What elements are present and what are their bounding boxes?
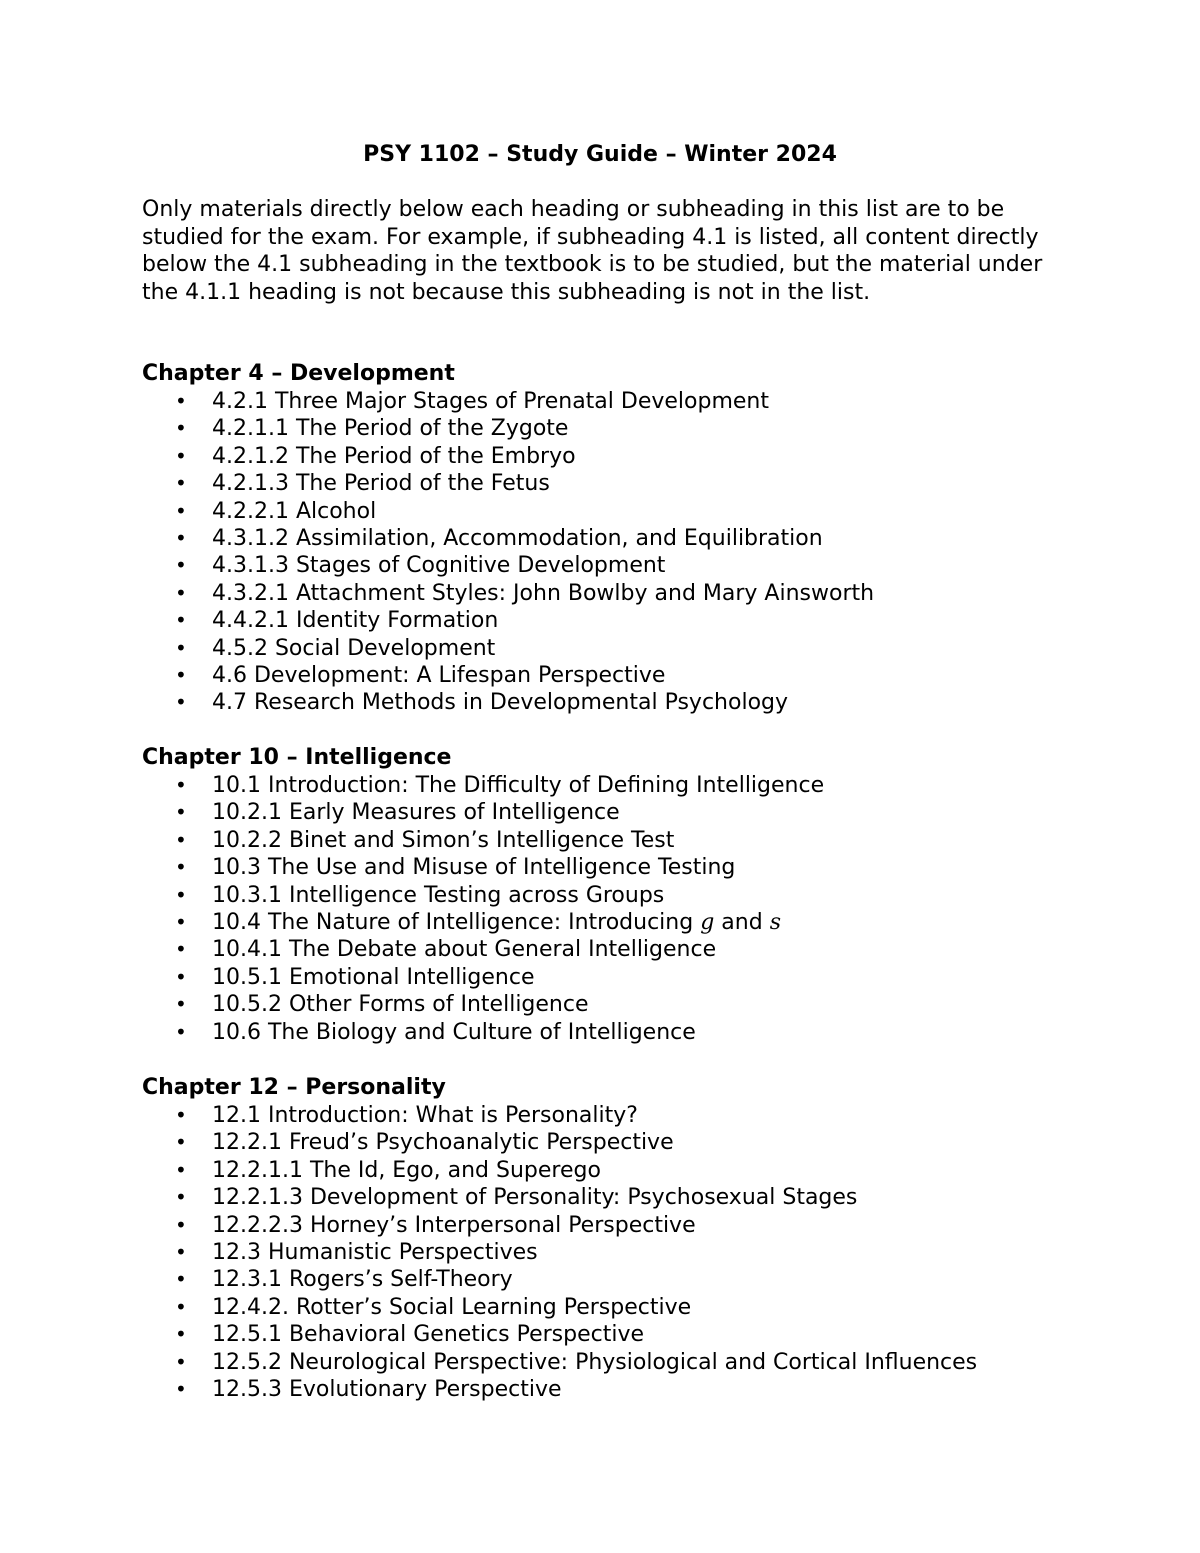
topic-label: 10.5.1 Emotional Intelligence xyxy=(212,964,535,990)
math-symbol-g: g xyxy=(700,910,715,936)
list-item xyxy=(142,635,1072,662)
list-item xyxy=(142,470,1072,497)
bullet-icon: • xyxy=(175,553,187,578)
bullet-icon: • xyxy=(175,1240,187,1265)
topic-label: 12.2.1 Freud’s Psychoanalytic Perspective xyxy=(212,1130,674,1156)
list-item xyxy=(142,388,1072,415)
topic-label: 10.2.1 Early Measures of Intelligence xyxy=(212,800,620,826)
list-item xyxy=(142,1349,1072,1376)
bullet-icon: • xyxy=(175,773,187,797)
topic-list xyxy=(142,1102,1072,1403)
topic-label: 12.3 Humanistic Perspectives xyxy=(212,1240,538,1266)
bullet-icon: • xyxy=(175,1212,187,1237)
list-item xyxy=(142,1102,1072,1129)
math-symbol-s: s xyxy=(769,910,781,936)
topic-label: 4.2.1 Three Major Stages of Prenatal Development xyxy=(212,389,769,414)
topic-label: 12.2.1.3 Development of Personality: Psychosexual Stages xyxy=(212,1185,858,1211)
list-item xyxy=(142,1376,1072,1403)
topic-label: 4.3.2.1 Attachment Styles: John Bowlby and Mary Ainsworth xyxy=(212,580,875,606)
bullet-icon: • xyxy=(175,635,187,660)
list-item xyxy=(142,909,1072,936)
topic-label: 12.5.1 Behavioral Genetics Perspective xyxy=(212,1322,645,1348)
topic-label: 4.2.2.1 Alcohol xyxy=(212,498,377,524)
list-item xyxy=(142,827,1072,854)
list-item xyxy=(142,1157,1072,1184)
list-item xyxy=(142,525,1072,552)
bullet-icon: • xyxy=(175,663,187,688)
topic-label: 12.4.2. Rotter’s Social Learning Perspective xyxy=(212,1294,692,1320)
bullet-icon: • xyxy=(175,964,187,989)
chapter-section-10 xyxy=(142,744,1072,1046)
topic-label: 12.2.1.1 The Id, Ego, and Superego xyxy=(212,1157,601,1183)
bullet-icon: • xyxy=(175,910,187,935)
bullet-icon: • xyxy=(175,526,187,551)
topic-label: 10.3.1 Intelligence Testing across Groups xyxy=(212,882,665,908)
topic-label: 4.3.1.2 Assimilation, Accommodation, and Equilibration xyxy=(212,526,823,552)
chapter-section-4 xyxy=(142,360,1072,717)
topic-label: 12.1 Introduction: What is Personality? xyxy=(212,1103,638,1128)
list-item xyxy=(142,936,1072,963)
topic-label: 4.2.1.3 The Period of the Fetus xyxy=(212,471,550,497)
list-item xyxy=(142,1321,1072,1348)
list-item xyxy=(142,1184,1072,1211)
list-item xyxy=(142,991,1072,1018)
bullet-icon: • xyxy=(175,992,187,1017)
chapter-heading: Chapter 10 – Intelligence xyxy=(142,745,452,770)
bullet-icon: • xyxy=(175,937,187,962)
topic-label: 4.7 Research Methods in Developmental Psychology xyxy=(212,690,789,716)
list-item xyxy=(142,772,1072,799)
page-title: PSY 1102 – Study Guide – Winter 2024 xyxy=(363,142,837,167)
list-item xyxy=(142,964,1072,991)
chapter-heading: Chapter 12 – Personality xyxy=(142,1075,446,1100)
list-item xyxy=(142,662,1072,689)
bullet-icon: • xyxy=(175,800,187,825)
topic-label: 4.2.1.1 The Period of the Zygote xyxy=(212,416,569,442)
bullet-icon: • xyxy=(175,1267,187,1292)
list-item xyxy=(142,689,1072,716)
list-item xyxy=(142,1129,1072,1156)
topic-label: 4.3.1.3 Stages of Cognitive Development xyxy=(212,553,666,579)
bullet-icon: • xyxy=(175,1349,187,1374)
bullet-icon: • xyxy=(175,1294,187,1319)
list-item xyxy=(142,854,1072,881)
topic-label: 12.2.2.3 Horney’s Interpersonal Perspective xyxy=(212,1212,696,1238)
topic-label: 4.2.1.2 The Period of the Embryo xyxy=(212,443,576,469)
list-item xyxy=(142,1294,1072,1321)
bullet-icon: • xyxy=(175,882,187,907)
list-item xyxy=(142,799,1072,826)
bullet-icon: • xyxy=(175,471,187,496)
bullet-icon: • xyxy=(175,608,187,633)
list-item xyxy=(142,415,1072,442)
bullet-icon: • xyxy=(175,1322,187,1347)
bullet-icon: • xyxy=(175,443,187,468)
bullet-icon: • xyxy=(175,1019,187,1044)
topic-label: 10.5.2 Other Forms of Intelligence xyxy=(212,992,589,1018)
topic-label: 4.5.2 Social Development xyxy=(212,635,496,661)
bullet-icon: • xyxy=(175,1377,187,1402)
topic-label: 10.4.1 The Debate about General Intelligence xyxy=(212,937,717,963)
list-item xyxy=(142,1239,1072,1266)
list-item xyxy=(142,1266,1072,1293)
topic-label: 4.4.2.1 Identity Formation xyxy=(212,608,499,634)
bullet-icon: • xyxy=(175,498,187,523)
list-item xyxy=(142,443,1072,470)
bullet-icon: • xyxy=(175,389,187,413)
bullet-icon: • xyxy=(175,416,187,441)
list-item xyxy=(142,580,1072,607)
chapter-heading: Chapter 4 – Development xyxy=(142,361,455,386)
bullet-icon: • xyxy=(175,855,187,880)
topic-label: 10.1 Introduction: The Difficulty of Defining Intelligence xyxy=(212,773,825,798)
topic-label: 10.3 The Use and Misuse of Intelligence Testing xyxy=(212,855,736,881)
list-item xyxy=(142,1212,1072,1239)
topic-label: 12.5.3 Evolutionary Perspective xyxy=(212,1377,562,1403)
chapter-section-12 xyxy=(142,1074,1072,1403)
topic-label: 10.4 The Nature of Intelligence: Introducing xyxy=(212,910,701,936)
intro-paragraph: Only materials directly below each heading or subheading in this list are to be studied for the exam. For example, if subheading 4.1 is listed, all content directly below the 4.1 subheading in the textbook is to be studied, but the material under the 4.1.1 heading is not because this subheading is not in the list. xyxy=(142,197,1043,305)
topic-list xyxy=(142,388,1072,717)
topic-label: 12.3.1 Rogers’s Self-Theory xyxy=(212,1267,513,1293)
bullet-icon: • xyxy=(175,1103,187,1127)
bullet-icon: • xyxy=(175,690,187,715)
bullet-icon: • xyxy=(175,827,187,852)
topic-label: 10.2.2 Binet and Simon’s Intelligence Test xyxy=(212,827,675,853)
topic-label-connector: and xyxy=(714,910,770,936)
list-item xyxy=(142,498,1072,525)
bullet-icon: • xyxy=(175,1130,187,1155)
topic-label: 4.6 Development: A Lifespan Perspective xyxy=(212,663,666,689)
list-item xyxy=(142,552,1072,579)
topic-list xyxy=(142,772,1072,1046)
list-item xyxy=(142,882,1072,909)
topic-label: 12.5.2 Neurological Perspective: Physiological and Cortical Influences xyxy=(212,1349,978,1375)
bullet-icon: • xyxy=(175,1157,187,1182)
bullet-icon: • xyxy=(175,580,187,605)
bullet-icon: • xyxy=(175,1185,187,1210)
list-item xyxy=(142,607,1072,634)
topic-label: 10.6 The Biology and Culture of Intelligence xyxy=(212,1019,696,1045)
list-item xyxy=(142,1019,1072,1046)
